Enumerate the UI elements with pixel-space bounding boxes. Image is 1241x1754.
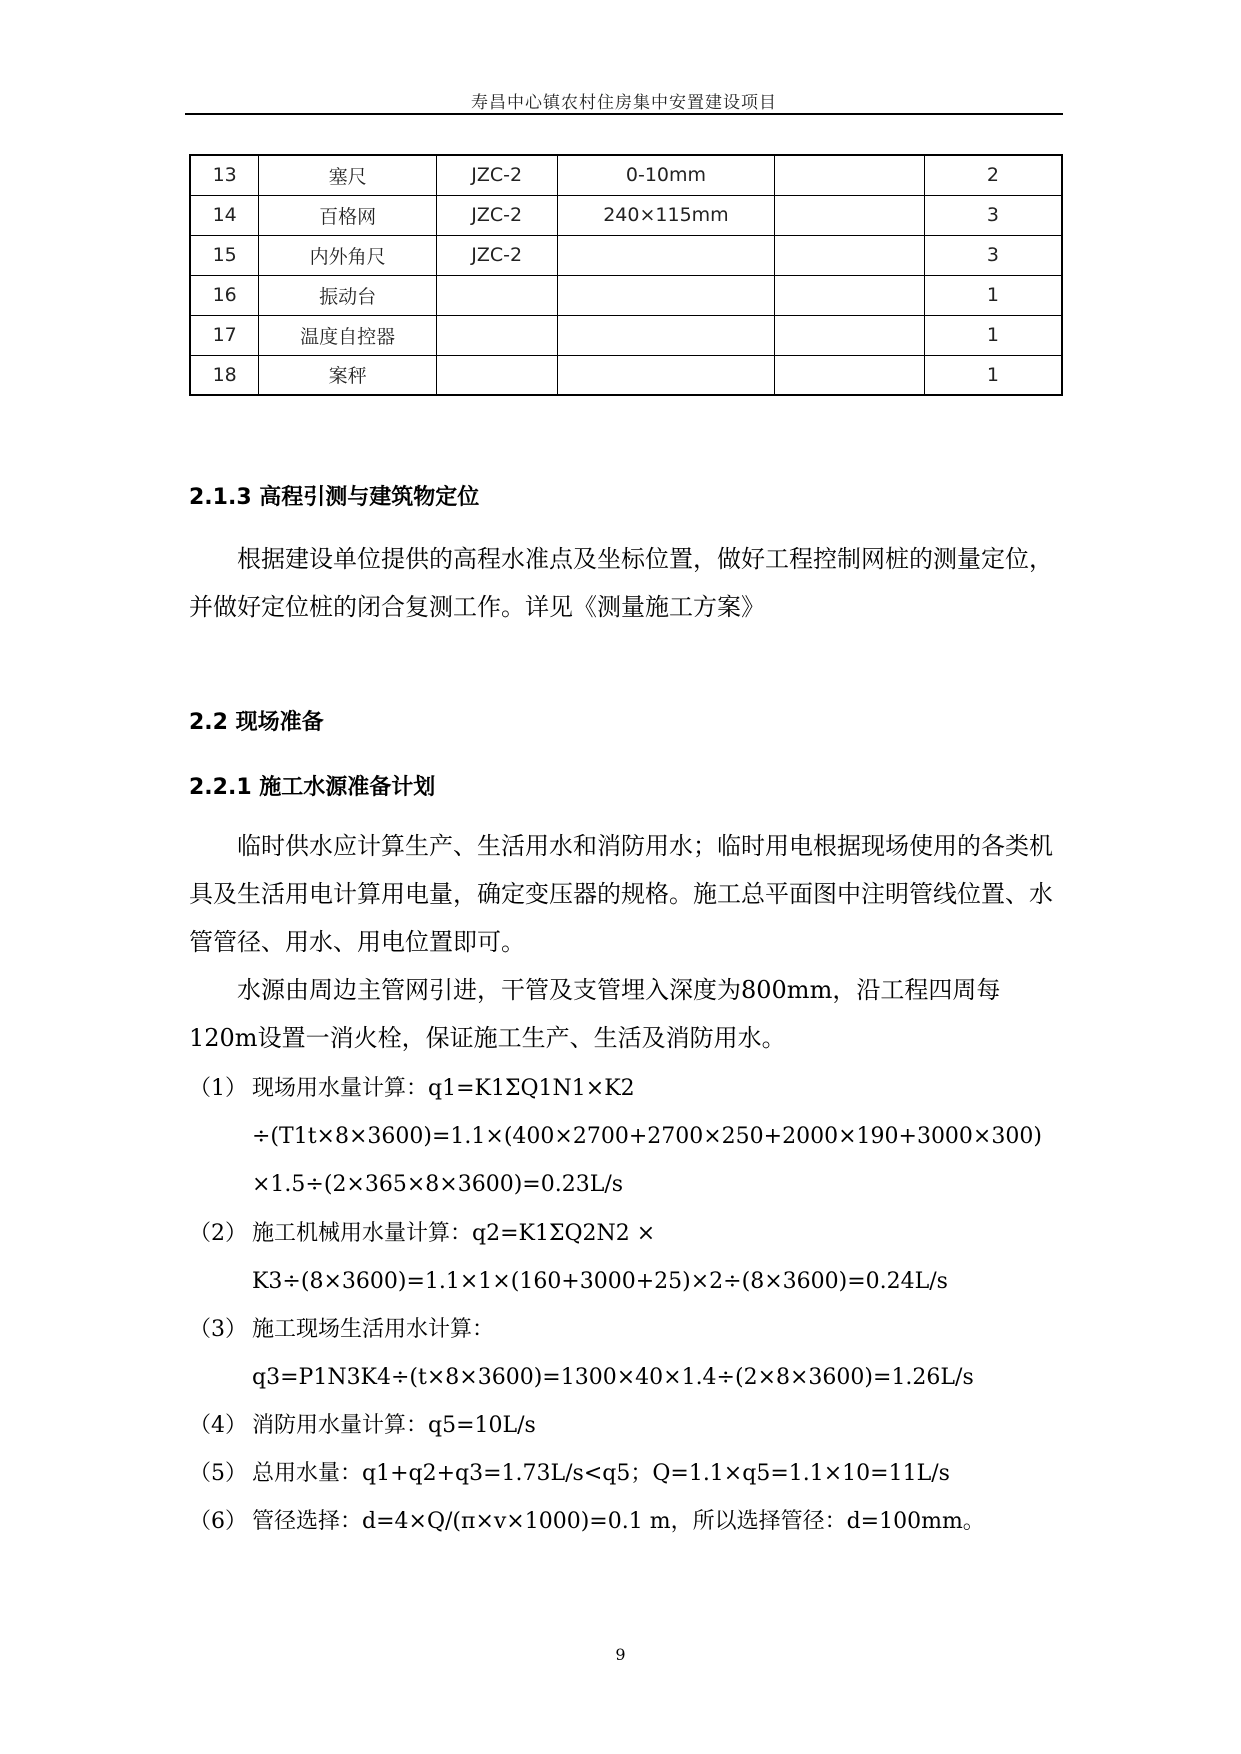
paragraph-text: 水源由周边主管网引进，干管及支管埋入深度为800mm，沿工程四周每120m设置一消火栓，保证施工生产、生活及消防用水。 <box>189 976 1001 1052</box>
item-number: （2） <box>189 1221 247 1246</box>
table-cell: 内外角尺 <box>259 235 437 275</box>
table-cell: 1 <box>924 315 1062 355</box>
table-cell: 百格网 <box>259 195 437 235</box>
page-number: 9 <box>615 1645 626 1664</box>
table-cell <box>436 275 557 315</box>
table-cell <box>775 235 925 275</box>
table-cell: 18 <box>190 355 259 395</box>
item-number: （6） <box>189 1509 247 1534</box>
table-cell <box>775 155 925 195</box>
item-number: （1） <box>189 1076 247 1101</box>
item-text: 总用水量：q1+q2+q3=1.73L/s<q5；Q=1.1×q5=1.1×10=11L/s <box>252 1461 950 1486</box>
section-heading-2-1-3: 2.1.3 高程引测与建筑物定位 <box>189 485 480 510</box>
table-cell <box>775 195 925 235</box>
item-text: 消防用水量计算：q5=10L/s <box>252 1413 536 1438</box>
table-cell <box>436 315 557 355</box>
table-cell: 3 <box>924 195 1062 235</box>
table-cell <box>557 275 775 315</box>
section-heading-2-2-1: 2.2.1 施工水源准备计划 <box>189 775 436 800</box>
table-cell <box>775 315 925 355</box>
item-text: 施工机械用水量计算：q2=K1ΣQ2N2 × K3÷(8×3600)=1.1×1×(160+3000+25)×2÷(8×3600)=0.24L/s <box>252 1221 948 1294</box>
table-cell: 240×115mm <box>557 195 775 235</box>
table-cell: 塞尺 <box>259 155 437 195</box>
paragraph-positioning <box>189 535 1067 631</box>
table-cell: 2 <box>924 155 1062 195</box>
table-cell <box>775 355 925 395</box>
table-cell: 1 <box>924 355 1062 395</box>
table-cell: 振动台 <box>259 275 437 315</box>
table-row <box>190 275 1062 315</box>
table-cell: 3 <box>924 235 1062 275</box>
item-text: 现场用水量计算：q1=K1ΣQ1N1×K2 ÷(T1t×8×3600)=1.1×(400×2700+2700×250+2000×190+3000×300) ×1.5÷(2×365×8×3600)=0.23L/s <box>252 1076 1042 1197</box>
table-cell: 1 <box>924 275 1062 315</box>
table-row <box>190 355 1062 395</box>
table-cell: 14 <box>190 195 259 235</box>
table-cell: 16 <box>190 275 259 315</box>
paragraph-text: 根据建设单位提供的高程水准点及坐标位置，做好工程控制网桩的测量定位，并做好定位桩的闭合复测工作。详见《测量施工方案》 <box>189 545 1053 621</box>
header-rule <box>185 113 1063 115</box>
table-cell <box>557 355 775 395</box>
equipment-table <box>189 154 1063 396</box>
table-cell <box>557 315 775 355</box>
table-cell: 15 <box>190 235 259 275</box>
table-cell <box>436 355 557 395</box>
item-number: （5） <box>189 1461 247 1486</box>
paragraph-temp-supply <box>189 822 1067 966</box>
section-heading-2-2: 2.2 现场准备 <box>189 710 324 735</box>
item-text: 施工现场生活用水计算：q3=P1N3K4÷(t×8×3600)=1300×40×1.4÷(2×8×3600)=1.26L/s <box>252 1317 974 1390</box>
table-cell: JZC-2 <box>436 195 557 235</box>
table-cell: 案秤 <box>259 355 437 395</box>
table-cell: 0-10mm <box>557 155 775 195</box>
table-row <box>190 195 1062 235</box>
paragraph-water-source <box>189 966 1067 1062</box>
table-cell: JZC-2 <box>436 235 557 275</box>
item-text: 管径选择：d=4×Q/(π×v×1000)=0.1 m，所以选择管径：d=100mm。 <box>252 1509 985 1534</box>
table-cell: 17 <box>190 315 259 355</box>
table-cell <box>557 235 775 275</box>
table-row <box>190 235 1062 275</box>
table-cell: 13 <box>190 155 259 195</box>
table-row <box>190 155 1062 195</box>
item-number: （4） <box>189 1413 247 1438</box>
table-cell <box>775 275 925 315</box>
page-header-title: 寿昌中心镇农村住房集中安置建设项目 <box>471 93 777 113</box>
table-row <box>190 315 1062 355</box>
table-cell: JZC-2 <box>436 155 557 195</box>
table-cell: 温度自控器 <box>259 315 437 355</box>
paragraph-text: 临时供水应计算生产、生活用水和消防用水；临时用电根据现场使用的各类机具及生活用电计算用电量，确定变压器的规格。施工总平面图中注明管线位置、水管管径、用水、用电位置即可。 <box>189 832 1053 956</box>
item-number: （3） <box>189 1317 247 1342</box>
